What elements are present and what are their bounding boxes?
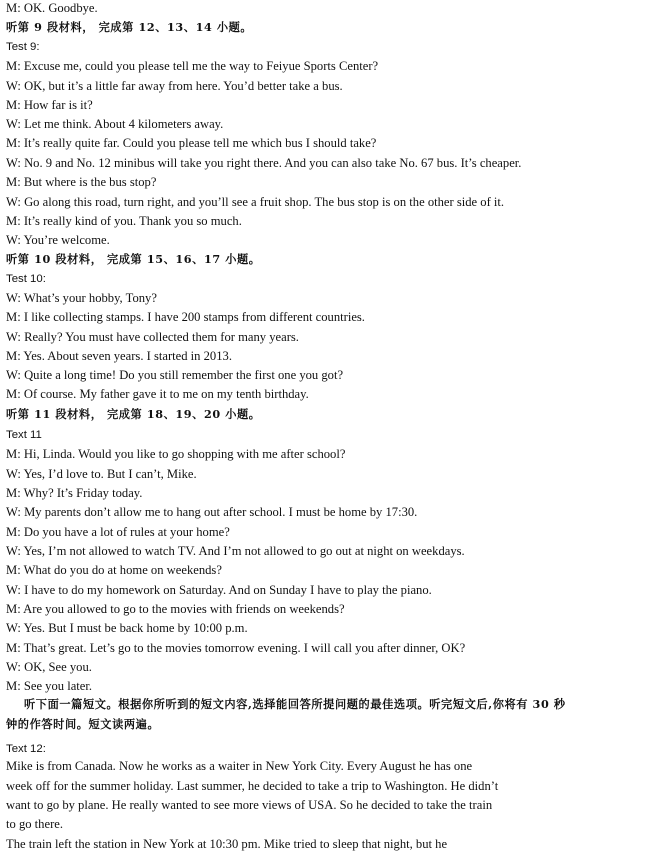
text-line: W: You’re welcome.: [6, 233, 110, 247]
instruction-line: 钟的作答时间。短文读两遍。: [6, 717, 160, 731]
text-line: M: How far is it?: [6, 98, 93, 112]
instruction-line: 听第 9 段材料， 完成第 12、13、14 小题。: [6, 20, 253, 34]
text-line: W: OK, See you.: [6, 660, 92, 674]
text-line: M: See you later.: [6, 679, 93, 693]
text-line: M: Of course. My father gave it to me on my tenth birthday.: [6, 387, 309, 401]
text-line: week off for the summer holiday. Last summer, he decided to take a trip to Washington. He didn’t: [6, 779, 499, 793]
text-line: Mike is from Canada. Now he works as a waiter in New York City. Every August he has one: [6, 759, 473, 773]
text-line: M: Why? It’s Friday today.: [6, 486, 143, 500]
text-line: M: Hi, Linda. Would you like to go shopping with me after school?: [6, 447, 346, 461]
section-label: Test 10:: [6, 273, 46, 285]
section-label: Text 12:: [6, 743, 46, 755]
text-line: W: Yes. But I must be back home by 10:00 p.m.: [6, 621, 248, 635]
instruction-line: 听第 11 段材料， 完成第 18、19、20 小题。: [6, 407, 261, 421]
text-line: W: Let me think. About 4 kilometers away.: [6, 117, 224, 131]
text-line: W: I have to do my homework on Saturday. And on Sunday I have to play the piano.: [6, 583, 432, 597]
instruction-line: 听第 10 段材料， 完成第 15、16、17 小题。: [6, 252, 261, 266]
section-label: Text 11: [6, 429, 42, 441]
text-line: W: No. 9 and No. 12 minibus will take you right there. And you can also take No. 67 bus. It’s cheaper.: [6, 156, 522, 170]
text-line: W: Quite a long time! Do you still remember the first one you got?: [6, 368, 344, 382]
text-line: W: Yes, I’d love to. But I can’t, Mike.: [6, 467, 197, 481]
text-line: M: OK. Goodbye.: [6, 1, 98, 15]
text-line: M: That’s great. Let’s go to the movies tomorrow evening. I will call you after dinner, OK?: [6, 641, 466, 655]
text-line: M: I like collecting stamps. I have 200 stamps from different countries.: [6, 310, 365, 324]
text-line: W: Yes, I’m not allowed to watch TV. And I’m not allowed to go out at night on weekdays.: [6, 544, 465, 558]
text-line: M: What do you do at home on weekends?: [6, 563, 222, 577]
text-line: W: OK, but it’s a little far away from here. You’d better take a bus.: [6, 79, 343, 93]
instruction-line: 听下面一篇短文。根据你所听到的短文内容,选择能回答所提问题的最佳选项。听完短文后,你将有 30 秒: [24, 697, 566, 711]
text-line: M: But where is the bus stop?: [6, 175, 157, 189]
text-line: W: Really? You must have collected them for many years.: [6, 330, 299, 344]
text-line: M: Yes. About seven years. I started in 2013.: [6, 349, 232, 363]
text-line: W: What’s your hobby, Tony?: [6, 291, 157, 305]
text-line: M: Do you have a lot of rules at your home?: [6, 525, 230, 539]
text-line: W: My parents don’t allow me to hang out after school. I must be home by 17:30.: [6, 505, 418, 519]
text-line: W: Go along this road, turn right, and you’ll see a fruit shop. The bus stop is on the other side of it.: [6, 195, 505, 209]
section-label: Test 9:: [6, 41, 40, 53]
text-line: want to go by plane. He really wanted to see more views of USA. So he decided to take the train: [6, 798, 493, 812]
text-line: M: Excuse me, could you please tell me the way to Feiyue Sports Center?: [6, 59, 379, 73]
text-line: The train left the station in New York at 10:30 pm. Mike tried to sleep that night, but he: [6, 837, 448, 851]
text-line: to go there.: [6, 817, 64, 831]
text-line: M: It’s really quite far. Could you please tell me which bus I should take?: [6, 136, 377, 150]
text-line: M: Are you allowed to go to the movies with friends on weekends?: [6, 602, 345, 616]
text-line: M: It’s really kind of you. Thank you so much.: [6, 214, 242, 228]
